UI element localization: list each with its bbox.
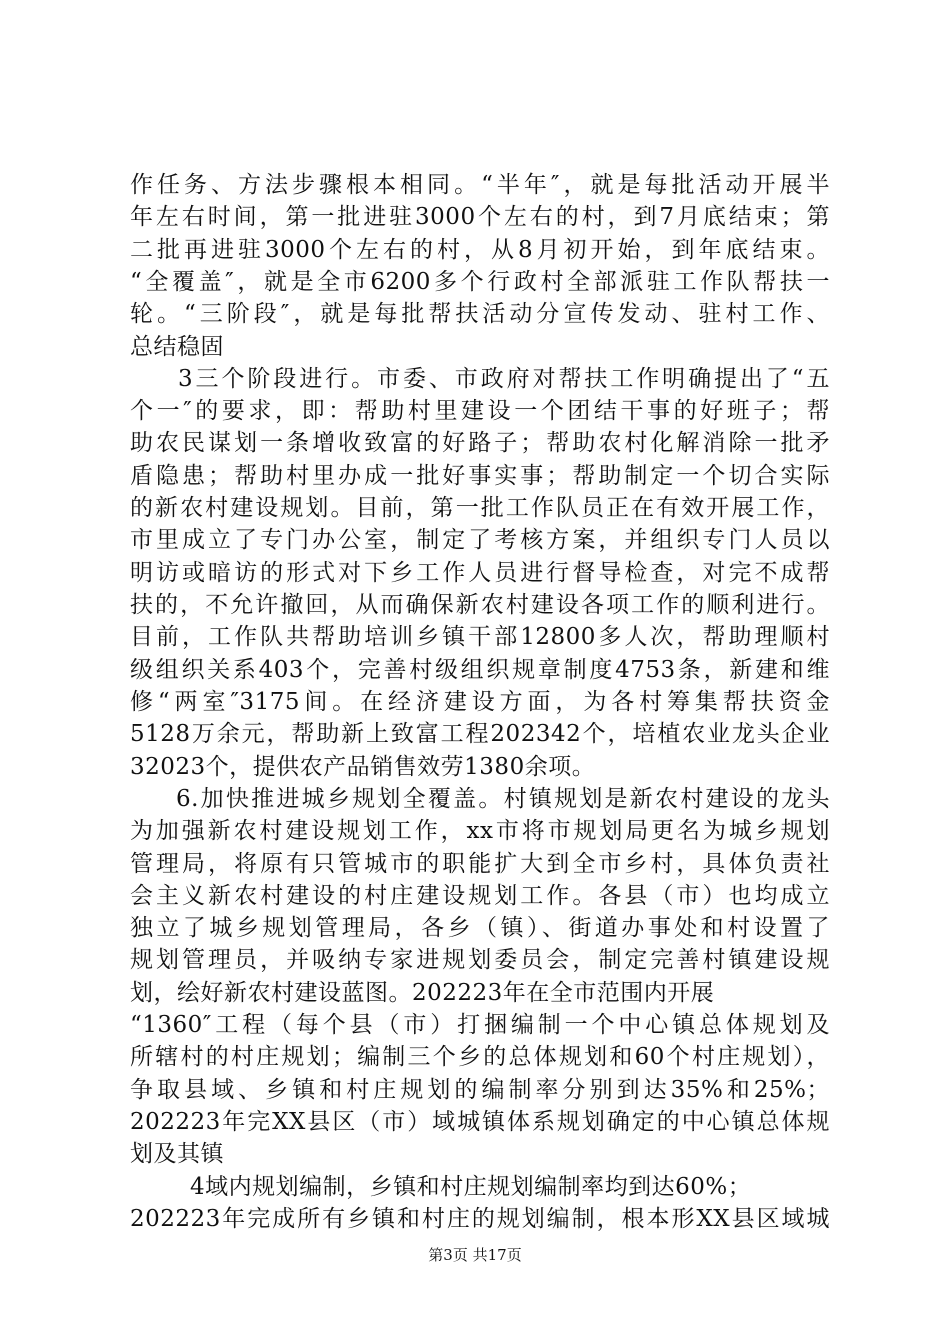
- text-line: 6.加快推进城乡规划全覆盖。村镇规划是新农村建设的龙头: [176, 786, 830, 812]
- text-line: “全覆盖″，就是全市6200多个行政村全部派驻工作队帮扶一: [130, 269, 830, 295]
- text-line: 作任务、方法步骤根本相同。“半年″，就是每批活动开展半: [130, 172, 830, 198]
- page-footer: 第3页 共17页: [428, 1246, 522, 1264]
- text-line: 盾隐患；帮助村里办成一批好事实事；帮助制定一个切合实际: [130, 463, 830, 489]
- text-line: 明访或暗访的形式对下乡工作人员进行督导检查，对完不成帮: [130, 560, 830, 586]
- text-line: 扶的，不允许撤回，从而确保新农村建设各项工作的顺利进行。: [130, 592, 830, 618]
- text-line: 市里成立了专门办公室，制定了考核方案，并组织专门人员以: [130, 527, 830, 553]
- text-line: 的新农村建设规划。目前，第一批工作队员正在有效开展工作，: [130, 495, 830, 521]
- text-line: 总结稳固: [130, 334, 224, 360]
- text-line: 为加强新农村建设规划工作，xx市将市规划局更名为城乡规划: [130, 818, 830, 844]
- text-line: 个一″的要求，即：帮助村里建设一个团结干事的好班子；帮: [130, 398, 830, 424]
- text-line: 5128万余元，帮助新上致富工程202342个，培植农业龙头企业: [130, 721, 830, 747]
- text-line: 独立了城乡规划管理局，各乡（镇）、街道办事处和村设置了: [130, 915, 830, 941]
- text-line: 划，绘好新农村建设蓝图。202223年在全市范围内开展: [130, 980, 715, 1006]
- text-line: 4域内规划编制，乡镇和村庄规划编制率均到达60%；: [190, 1174, 752, 1200]
- text-line: 202223年完XX县区（市）域城镇体系规划确定的中心镇总体规: [130, 1109, 830, 1135]
- text-line: 会主义新农村建设的村庄建设规划工作。各县（市）也均成立: [130, 883, 830, 909]
- text-line: “1360″工程（每个县（市）打捆编制一个中心镇总体规划及: [130, 1012, 830, 1038]
- text-line: 争取县域、乡镇和村庄规划的编制率分别到达35%和25%；: [130, 1077, 830, 1103]
- text-line: 目前，工作队共帮助培训乡镇干部12800多人次，帮助理顺村: [130, 624, 830, 650]
- text-line: 级组织关系403个，完善村级组织规章制度4753条，新建和维: [130, 657, 830, 683]
- text-line: 轮。“三阶段″，就是每批帮扶活动分宣传发动、驻村工作、: [130, 301, 830, 327]
- text-line: 202223年完成所有乡镇和村庄的规划编制，根本形XX县区域城: [130, 1206, 830, 1232]
- text-line: 32023个，提供农产品销售效劳1380余项。: [130, 754, 596, 780]
- text-line: 二批再进驻3000个左右的村，从8月初开始，到年底结束。: [130, 237, 830, 263]
- text-line: 修“两室″3175间。在经济建设方面，为各村筹集帮扶资金: [130, 689, 830, 715]
- text-line: 规划管理员，并吸纳专家进规划委员会，制定完善村镇建设规: [130, 947, 830, 973]
- text-line: 3三个阶段进行。市委、市政府对帮扶工作明确提出了“五: [178, 366, 830, 392]
- text-line: 助农民谋划一条增收致富的好路子；帮助农村化解消除一批矛: [130, 430, 830, 456]
- text-line: 管理局，将原有只管城市的职能扩大到全市乡村，具体负责社: [130, 851, 830, 877]
- text-line: 划及其镇: [130, 1141, 224, 1167]
- text-line: 所辖村的村庄规划；编制三个乡的总体规划和60个村庄规划），: [130, 1044, 830, 1070]
- text-line: 年左右时间，第一批进驻3000个左右的村，到7月底结束；第: [130, 204, 830, 230]
